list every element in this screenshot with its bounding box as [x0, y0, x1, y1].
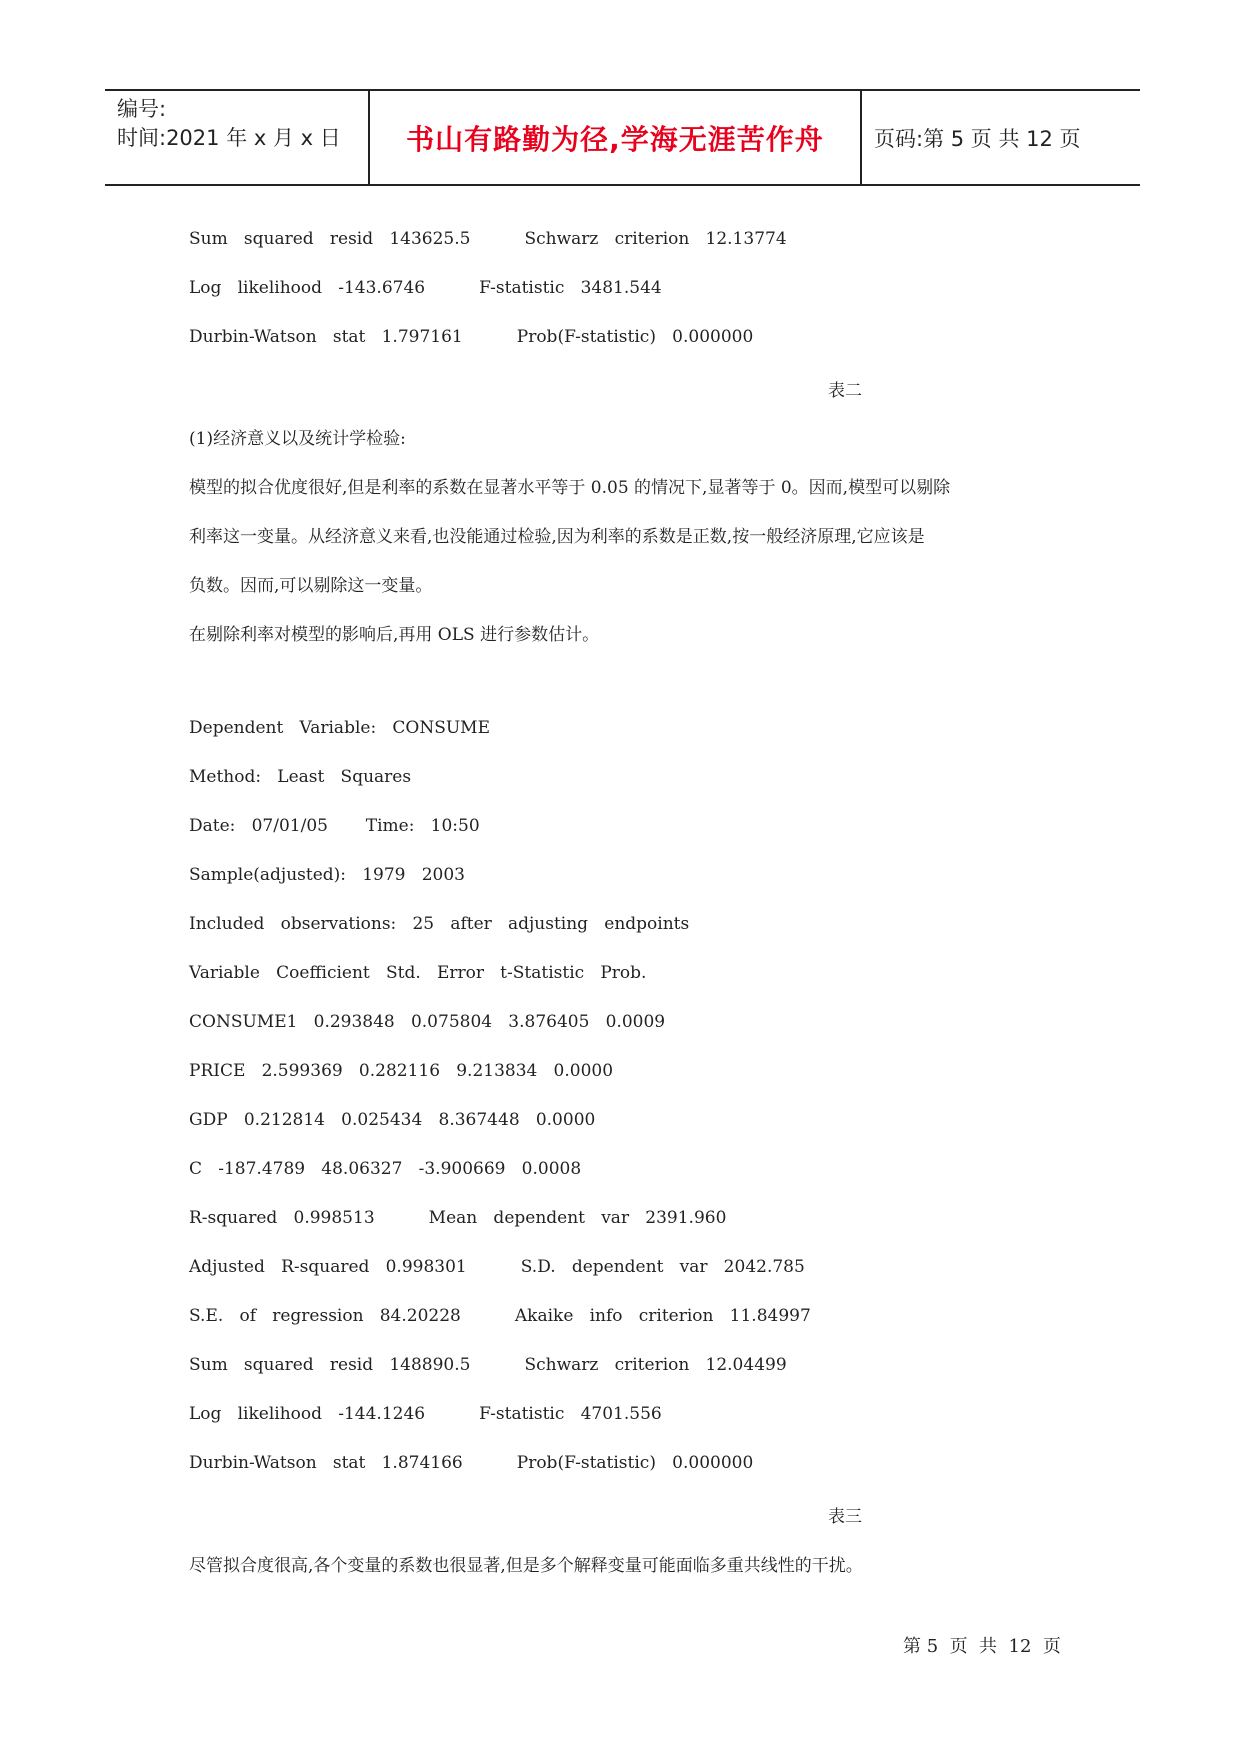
- stat-line: Log likelihood -143.6746 F-statistic 3481.544: [189, 278, 662, 298]
- regression-row: GDP 0.212814 0.025434 8.367448 0.0000: [189, 1110, 596, 1130]
- stat-line: Durbin-Watson stat 1.797161 Prob(F-statistic) 0.000000: [189, 327, 754, 347]
- paragraph-conclusion: 尽管拟合度很高,各个变量的系数也很显著,但是多个解释变量可能面临多重共线性的干扰。: [189, 1556, 863, 1576]
- regression-stat: Durbin-Watson stat 1.874166 Prob(F-statistic) 0.000000: [189, 1453, 754, 1473]
- motto-text: 书山有路勤为径,学海无涯苦作舟: [406, 122, 824, 156]
- regression-stat: R-squared 0.998513 Mean dependent var 2391.960: [189, 1208, 727, 1228]
- regression-stat: S.E. of regression 84.20228 Akaike info criterion 11.84997: [189, 1306, 811, 1326]
- regression-stat: Sum squared resid 148890.5 Schwarz criterion 12.04499: [189, 1355, 787, 1375]
- regression-line: Dependent Variable: CONSUME: [189, 718, 490, 738]
- regression-row: PRICE 2.599369 0.282116 9.213834 0.0000: [189, 1061, 614, 1081]
- document-code-label: 编号:: [117, 97, 167, 121]
- document-time-label: 时间:2021 年 x 月 x 日: [117, 126, 341, 150]
- page-footer: 第 5 页 共 12 页: [903, 1636, 1061, 1657]
- regression-line: Date: 07/01/05 Time: 10:50: [189, 816, 480, 836]
- paragraph-line: 负数。因而,可以剔除这一变量。: [189, 576, 433, 596]
- stat-line: Sum squared resid 143625.5 Schwarz criterion 12.13774: [189, 229, 787, 249]
- regression-line: Method: Least Squares: [189, 767, 412, 787]
- paragraph-line: 利率这一变量。从经济意义来看,也没能通过检验,因为利率的系数是正数,按一般经济原理,它应该是: [189, 527, 925, 547]
- paragraph-line: 模型的拟合优度很好,但是利率的系数在显著水平等于 0.05 的情况下,显著等于 0。因而,模型可以剔除: [189, 478, 951, 498]
- regression-stat: Adjusted R-squared 0.998301 S.D. dependent var 2042.785: [189, 1257, 805, 1277]
- section-heading: (1)经济意义以及统计学检验:: [189, 429, 406, 449]
- page-header: [105, 89, 1140, 186]
- regression-header-line: Variable Coefficient Std. Error t-Statistic Prob.: [189, 963, 647, 983]
- regression-line: Included observations: 25 after adjusting endpoints: [189, 914, 690, 934]
- page-number-label: 页码:第 5 页 共 12 页: [874, 126, 1081, 151]
- regression-row: CONSUME1 0.293848 0.075804 3.876405 0.0009: [189, 1012, 666, 1032]
- header-motto-cell: [368, 91, 862, 184]
- table-caption-3: 表三: [828, 1507, 862, 1527]
- paragraph-ols: 在剔除利率对模型的影响后,再用 OLS 进行参数估计。: [189, 625, 600, 645]
- header-page-cell: [860, 91, 1140, 184]
- regression-row: C -187.4789 48.06327 -3.900669 0.0008: [189, 1159, 582, 1179]
- regression-line: Sample(adjusted): 1979 2003: [189, 865, 465, 885]
- regression-stat: Log likelihood -144.1246 F-statistic 4701.556: [189, 1404, 662, 1424]
- header-meta: [105, 91, 368, 184]
- table-caption-2: 表二: [828, 381, 862, 401]
